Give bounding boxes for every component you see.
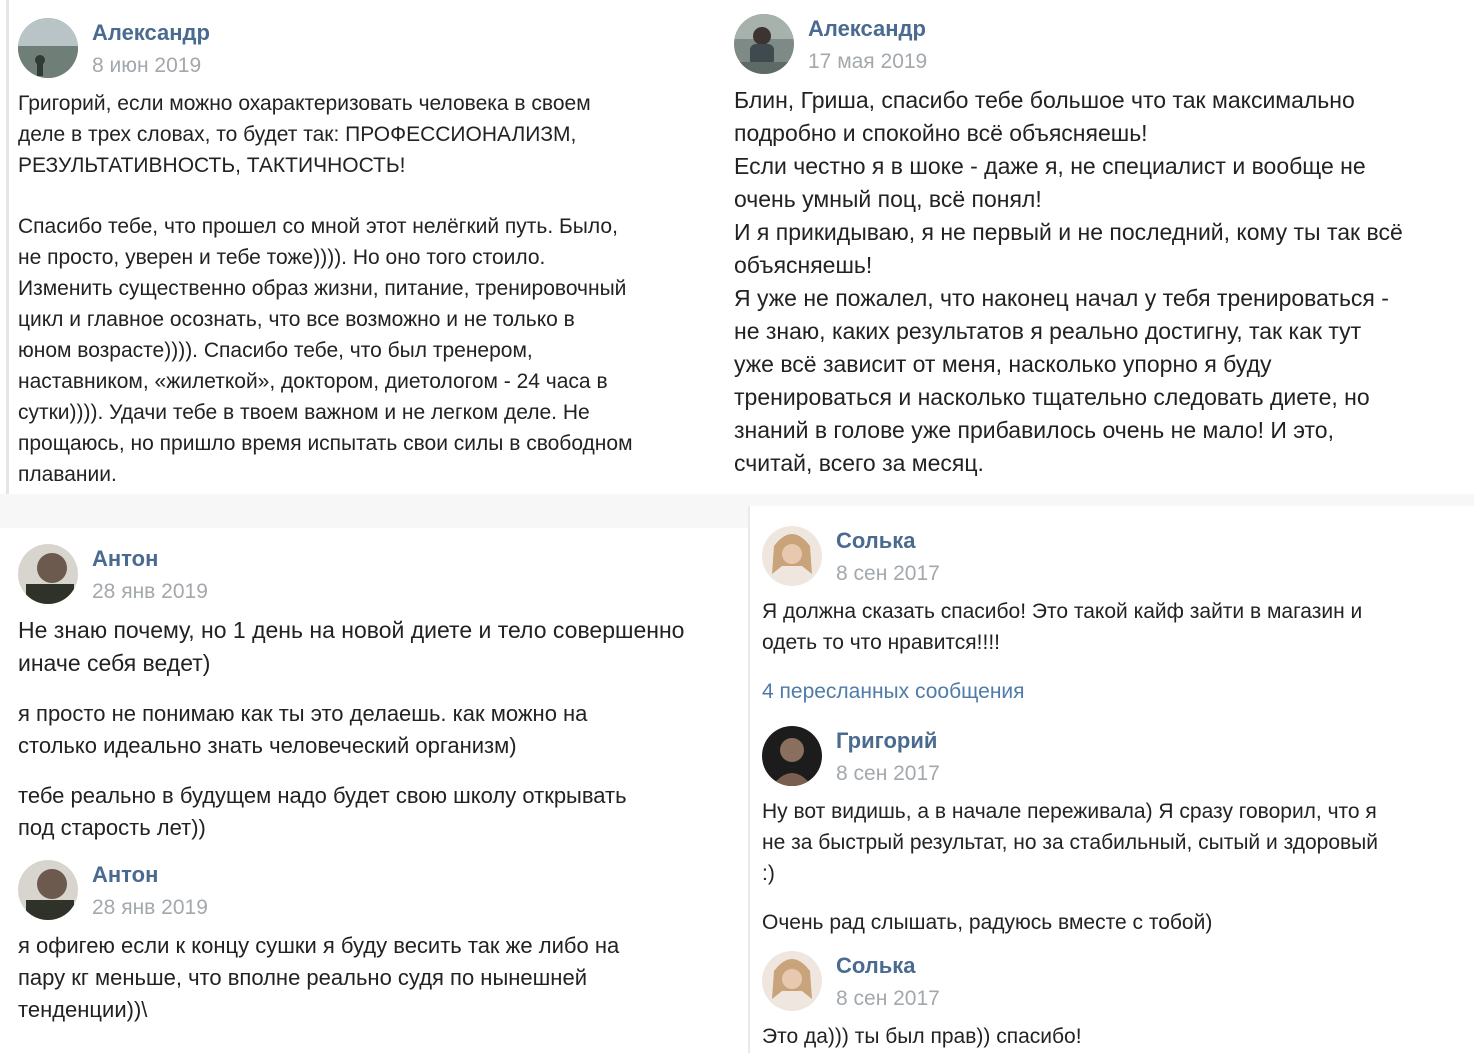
message-text: Ну вот видишь, а в начале переживала) Я сразу говорил, что я не за быстрый результат, но за стабильный, сытый и здоровый :) (762, 800, 1379, 885)
message-text: тебе реально в будущем надо будет свою школу открывать под старость лет)) (18, 783, 627, 840)
author-name[interactable]: Александр (92, 20, 210, 45)
avatar[interactable] (762, 526, 822, 586)
avatar-photo-icon (762, 526, 822, 586)
avatar-photo-icon (18, 860, 78, 920)
author-name[interactable]: Григорий (836, 728, 938, 753)
message-date: 28 янв 2019 (92, 896, 208, 919)
author-name[interactable]: Солька (836, 528, 916, 553)
panel-border (6, 0, 9, 494)
message-date: 8 июн 2019 (92, 54, 202, 77)
avatar-photo-icon (762, 726, 822, 786)
message-text: Это да))) ты был прав)) спасибо! (762, 1025, 1082, 1048)
review-panel-1 (6, 0, 724, 494)
message-text: Блин, Гриша, спасибо тебе большое что так максимально подробно и спокойно всё объясняешь! Если честно я в шоке - даже я, не специалист и вообще не очень умный поц, всё понял! И я прикидываю, я не первый и не последний, кому ты так всё объясняешь! Я уже не пожалел, что наконец начал у тебя тренироваться - не знаю, каких результатов я реально достигну, так как тут уже всё зависит от меня, насколько упорно я буду тренироваться и насколько тщательно следовать диете, но знаний в голове уже прибавилось очень не мало! И это, считай, всего за месяц. (734, 87, 1403, 476)
message-date: 8 сен 2017 (836, 987, 940, 1010)
avatar[interactable] (734, 14, 794, 74)
message-text: Спасибо тебе, что прошел со мной этот нелёгкий путь. Было, не просто, уверен и тебе тоже)))). Но оно того стоило. Изменить существенно образ жизни, питание, тренировочный цикл и главное осознать, что все возможно и не только в юном возрасте)))). Спасибо тебе, что был тренером, наставником, «жилеткой», доктором, диетологом - 24 часа в сутки)))). Удачи тебе в твоем важном и не легком деле. Не прощаюсь, но пришло время испытать свои силы в свободном плавании. (18, 215, 633, 486)
review-panel-4 (750, 506, 1474, 1053)
message-date: 8 сен 2017 (836, 762, 940, 785)
review-panel-3 (6, 528, 732, 1053)
message-text: Не знаю почему, но 1 день на новой диете и тело совершенно иначе себя ведет) (18, 617, 685, 676)
avatar[interactable] (762, 951, 822, 1011)
message-text: Я должна сказать спасибо! Это такой кайф зайти в магазин и одеть то что нравится!!!! (762, 600, 1363, 654)
forwarded-messages-link[interactable]: 4 пересланных сообщения (762, 680, 1025, 703)
avatar[interactable] (762, 726, 822, 786)
message-date: 28 янв 2019 (92, 580, 208, 603)
message (734, 14, 1474, 480)
message-text: Очень рад слышать, радуюсь вместе с тобой) (762, 911, 1213, 934)
message-text: я просто не понимаю как ты это делаешь. как можно на столько идеально знать человеческий организм) (18, 701, 588, 758)
message (762, 726, 1474, 938)
avatar-photo-icon (18, 18, 78, 78)
message-date: 17 мая 2019 (808, 50, 928, 73)
message-date: 8 сен 2017 (836, 562, 940, 585)
message (762, 951, 1474, 1052)
avatar-photo-icon (762, 951, 822, 1011)
avatar-photo-icon (18, 544, 78, 604)
avatar-photo-icon (734, 14, 794, 74)
author-name[interactable]: Александр (808, 16, 926, 41)
avatar[interactable] (18, 18, 78, 78)
message (18, 18, 718, 490)
avatar[interactable] (18, 860, 78, 920)
message (18, 544, 732, 844)
author-name[interactable]: Солька (836, 953, 916, 978)
avatar[interactable] (18, 544, 78, 604)
message (18, 860, 732, 1026)
author-name[interactable]: Антон (92, 862, 159, 887)
message (762, 526, 1474, 704)
message-text: я офигею если к концу сушки я буду весить так же либо на пару кг меньше, что вполне реально судя по нынешней тенденции))\ (18, 933, 620, 1022)
author-name[interactable]: Антон (92, 546, 159, 571)
review-panel-2 (722, 0, 1474, 494)
message-text: Григорий, если можно охарактеризовать человека в своем деле в трех словах, то будет так: ПРОФЕССИОНАЛИЗМ, РЕЗУЛЬТАТИВНОСТЬ, ТАКТИЧНОСТЬ! (18, 92, 591, 177)
